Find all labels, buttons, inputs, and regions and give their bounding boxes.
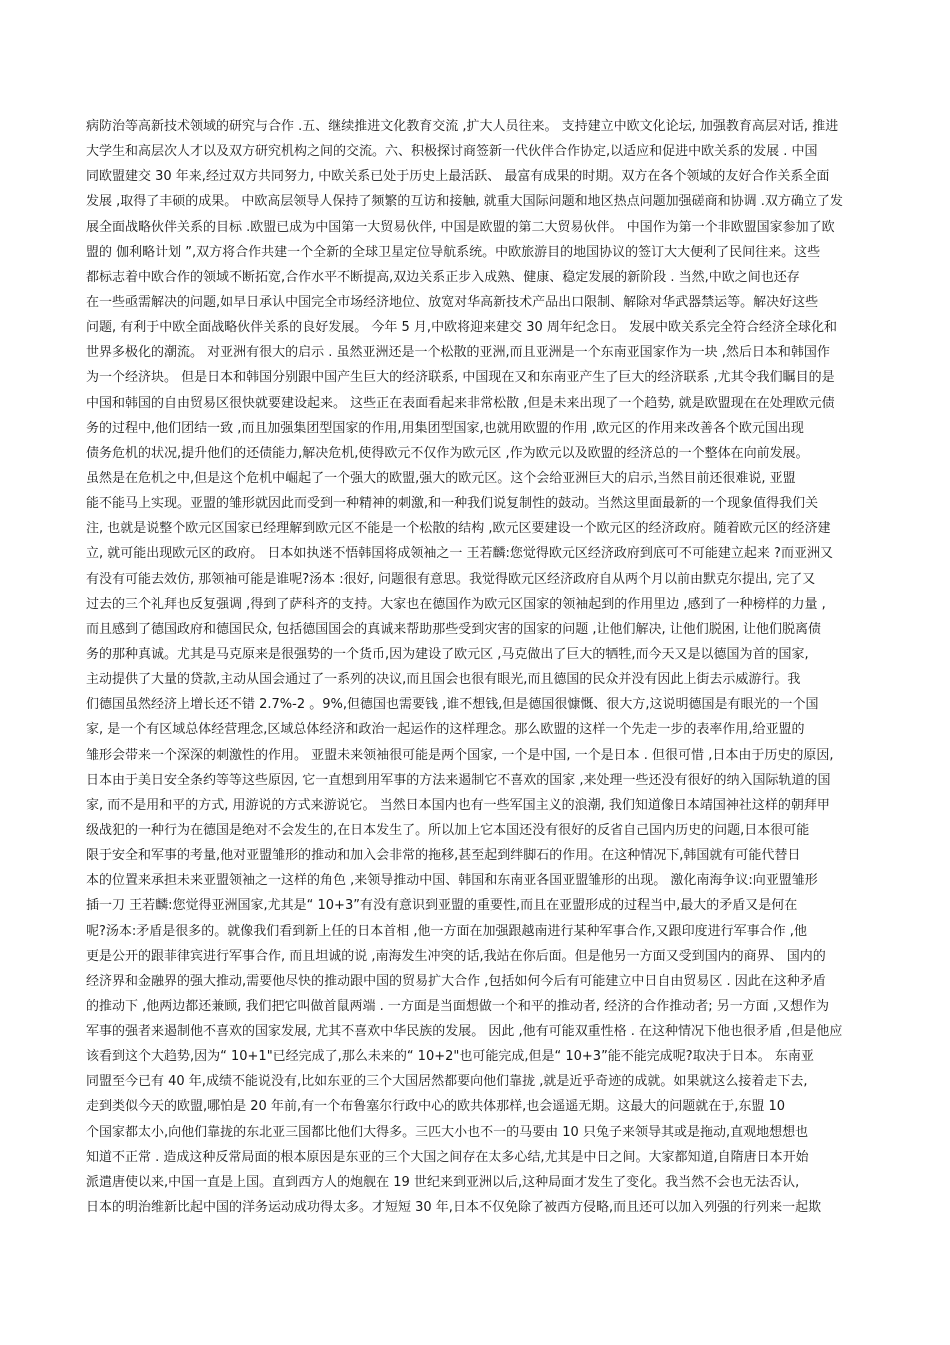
text-line: 中国和韩国的自由贸易区很快就要建设起来。 这些正在表面看起来非常松散 ,但是未来出现了一个趋势, 就是欧盟现在在处理欧元债: [86, 395, 835, 411]
text-line: 走到类似今天的欧盟,哪怕是 20 年前,有一个布鲁塞尔行政中心的欧共体那样,也会遥遥无期。这最大的问题就在于,东盟 10: [86, 1099, 786, 1115]
text-line: 主动提供了大量的贷款,主动从国会通过了一系列的决议,而且国会也很有眼光,而且德国的民众并没有因此上街去示威游行。我: [86, 672, 801, 688]
text-line: 病防治等高新技术领域的研究与合作 .五、继续推进文化教育交流 ,扩大人员往来。 支持建立中欧文化论坛, 加强教育高层对话, 推进: [86, 119, 839, 134]
text-line: 军事的强者来遏制他不喜欢的国家发展, 尤其不喜欢中华民族的发展。 因此 ,他有可能双重性格 . 在这种情况下他也很矛盾 ,但是他应: [86, 1024, 843, 1040]
text-line: 更是公开的跟菲律宾进行军事合作, 而且坦诚的说 ,南海发生冲突的话,我站在你后面。但是他另一方面又受到国内的商界、 国内的: [86, 948, 826, 964]
text-line: 同欧盟建交 30 年来,经过双方共同努力, 中欧关系已处于历史上最活跃、 最富有成果的时期。双方在各个领域的友好合作关系全面: [86, 169, 830, 185]
text-line: 为一个经济块。 但是日本和韩国分别跟中国产生巨大的经济联系, 中国现在又和东南亚产生了巨大的经济联系 ,尤其令我们瞩目的是: [86, 370, 835, 386]
text-line: 债务危机的状况,提升他们的还债能力,解决危机,使得欧元不仅作为欧元区 ,作为欧元以及欧盟的经济总的一个整体在向前发展。: [86, 445, 809, 461]
text-line: 展全面战略伙伴关系的目标 .欧盟已成为中国第一大贸易伙伴, 中国是欧盟的第二大贸易伙伴。 中国作为第一个非欧盟国家参加了欧: [86, 219, 835, 235]
text-line: 家, 而不是用和平的方式, 用游说的方式来游说它。 当然日本国内也有一些军国主义的浪潮, 我们知道像日本靖国神社这样的朝拜甲: [86, 797, 830, 813]
text-line: 本的位置来承担未来亚盟领袖之一这样的角色 ,来领导推动中国、韩国和东南亚各国亚盟雏形的出现。 激化南海争议:向亚盟雏形: [86, 873, 818, 889]
text-line: 日本的明治维新比起中国的洋务运动成功得太多。才短短 30 年,日本不仅免除了被西方侵略,而且还可以加入列强的行列来一起欺: [86, 1200, 822, 1216]
text-line: 务的过程中,他们团结一致 ,而且加强集团型国家的作用,用集团型国家,也就用欧盟的作用 ,欧元区的作用来改善各个欧元国出现: [86, 420, 804, 436]
text-line: 经济界和金融界的强大推动,需要他尽快的推动跟中国的贸易扩大合作 ,包括如何今后有可能建立中日自由贸易区 . 因此在这种矛盾: [86, 973, 826, 989]
text-line: 家, 是一个有区域总体经营理念,区域总体经济和政治一起运作的这样理念。那么欧盟的这样一个先走一步的表率作用,给亚盟的: [86, 722, 805, 738]
text-line: 日本由于美日安全条约等等这些原因, 它一直想到用军事的方法来遏制它不喜欢的国家 ,来处理一些还没有很好的纳入国际轨道的国: [86, 772, 831, 788]
document-body: [86, 114, 906, 1220]
text-line: 立, 就可能出现欧元区的政府。 日本如执迷不悟韩国将成领袖之一 王若麟:您觉得欧元区经济政府到底可不可能建立起来 ?而亚洲又: [86, 546, 833, 562]
text-line: 该看到这个大趋势,因为“ 10+1"已经完成了,那么未来的“ 10+2"也可能完成,但是“ 10+3”能不能完成呢?取决于日本。 东南亚: [86, 1049, 814, 1065]
text-line: 而且感到了德国政府和德国民众, 包括德国国会的真诚来帮助那些受到灾害的国家的问题 ,让他们解决, 让他们脱困, 让他们脱离债: [86, 621, 822, 637]
text-line: 都标志着中欧合作的领域不断拓宽,合作水平不断提高,双边关系正步入成熟、健康、稳定发展的新阶段 . 当然,中欧之间也还存: [86, 269, 800, 285]
text-line: 能不能马上实现。亚盟的雏形就因此而受到一种精神的刺激,和一种我们说复制性的鼓动。当然这里面最新的一个现象值得我们关: [86, 496, 819, 512]
text-line: 问题, 有利于中欧全面战略伙伴关系的良好发展。 今年 5 月,中欧将迎来建交 30 周年纪念日。 发展中欧关系完全符合经济全球化和: [86, 320, 838, 336]
text-line: 大学生和高层次人才以及双方研究机构之间的交流。六、积极探讨商签新一代伙伴合作协定,以适应和促进中欧关系的发展 . 中国: [86, 144, 818, 160]
text-line: 注, 也就是说整个欧元区国家已经理解到欧元区不能是一个松散的结构 ,欧元区要建设一个欧元区的经济政府。随着欧元区的经济建: [86, 521, 831, 537]
text-line: 在一些亟需解决的问题,如早日承认中国完全市场经济地位、放宽对华高新技术产品出口限制、解除对华武器禁运等。解决好这些: [86, 294, 819, 310]
text-line: 务的那种真诚。尤其是马克原来是很强势的一个货币,因为建设了欧元区 ,马克做出了巨大的牺牲,而今天又是以德国为首的国家,: [86, 646, 809, 662]
text-line: 个国家都太小,向他们靠拢的东北亚三国都比他们大得多。三匹大小也不一的马要由 10 只兔子来领导其或是拖动,直观地想想也: [86, 1124, 809, 1140]
text-line: 同盟至今已有 40 年,成绩不能说没有,比如东亚的三个大国居然都要向他们靠拢 ,就是近乎奇迹的成就。如果就这么接着走下去,: [86, 1074, 808, 1090]
text-line: 派遣唐使以来,中国一直是上国。直到西方人的炮舰在 19 世纪来到亚洲以后,这种局面才发生了变化。我当然不会也无法否认,: [86, 1174, 800, 1190]
text-line: 限于安全和军事的考量,他对亚盟雏形的推动和加入会非常的拖移,甚至起到绊脚石的作用。在这种情况下,韩国就有可能代替日: [86, 848, 801, 864]
text-line: 级战犯的一种行为在德国是绝对不会发生的,在日本发生了。所以加上它本国还没有很好的反省自己国内历史的问题,日本很可能: [86, 822, 810, 838]
text-line: 插一刀 王若麟:您觉得亚洲国家,尤其是“ 10+3”有没有意识到亚盟的重要性,而且在亚盟形成的过程当中,最大的矛盾又是何在: [86, 898, 798, 914]
text-line: 盟的 伽利略计划 ”,双方将合作共建一个全新的全球卫星定位导航系统。中欧旅游目的地国协议的签订大大便利了民间往来。这些: [86, 244, 821, 260]
text-line: 世界多极化的潮流。 对亚洲有很大的启示 . 虽然亚洲还是一个松散的亚洲,而且亚洲是一个东南亚国家作为一块 ,然后日本和韩国作: [86, 345, 830, 361]
text-line: 雏形会带来一个深深的刺激性的作用。 亚盟未来领袖很可能是两个国家, 一个是中国, 一个是日本 . 但很可惜 ,日本由于历史的原因,: [86, 747, 834, 763]
text-line: 们德国虽然经济上增长还不错 2.7%-2 。9%,但德国也需要钱 ,谁不想钱,但是德国很慷慨、很大方,这说明德国是有眼光的一个国: [86, 697, 819, 713]
text-line: 虽然是在危机之中,但是这个危机中崛起了一个强大的欧盟,强大的欧元区。这个会给亚洲巨大的启示,当然目前还很难说, 亚盟: [86, 470, 796, 486]
text-line: 过去的三个礼拜也反复强调 ,得到了萨科齐的支持。大家也在德国作为欧元区国家的领袖起到的作用里边 ,感到了一种榜样的力量 ,: [86, 596, 826, 612]
text-line: 知道不正常 . 造成这种反常局面的根本原因是东亚的三个大国之间存在太多心结,尤其是中日之间。大家都知道,自隋唐日本开始: [86, 1149, 809, 1165]
text-line: 呢?汤本:矛盾是很多的。就像我们看到新上任的日本首相 ,他一方面在加强跟越南进行某种军事合作,又跟印度进行军事合作 ,他: [86, 923, 807, 939]
text-line: 发展 ,取得了丰硕的成果。 中欧高层领导人保持了频繁的互访和接触, 就重大国际问题和地区热点问题加强磋商和协调 .双方确立了发: [86, 194, 843, 210]
text-line: 有没有可能去效仿, 那领袖可能是谁呢?汤本 :很好, 问题很有意思。我觉得欧元区经济政府自从两个月以前由默克尔提出, 完了又: [86, 571, 816, 587]
text-line: 的推动下 ,他两边都还兼顾, 我们把它叫做首鼠两端 . 一方面是当面想做一个和平的推动者, 经济的合作推动者; 另一方面 ,又想作为: [86, 998, 829, 1014]
